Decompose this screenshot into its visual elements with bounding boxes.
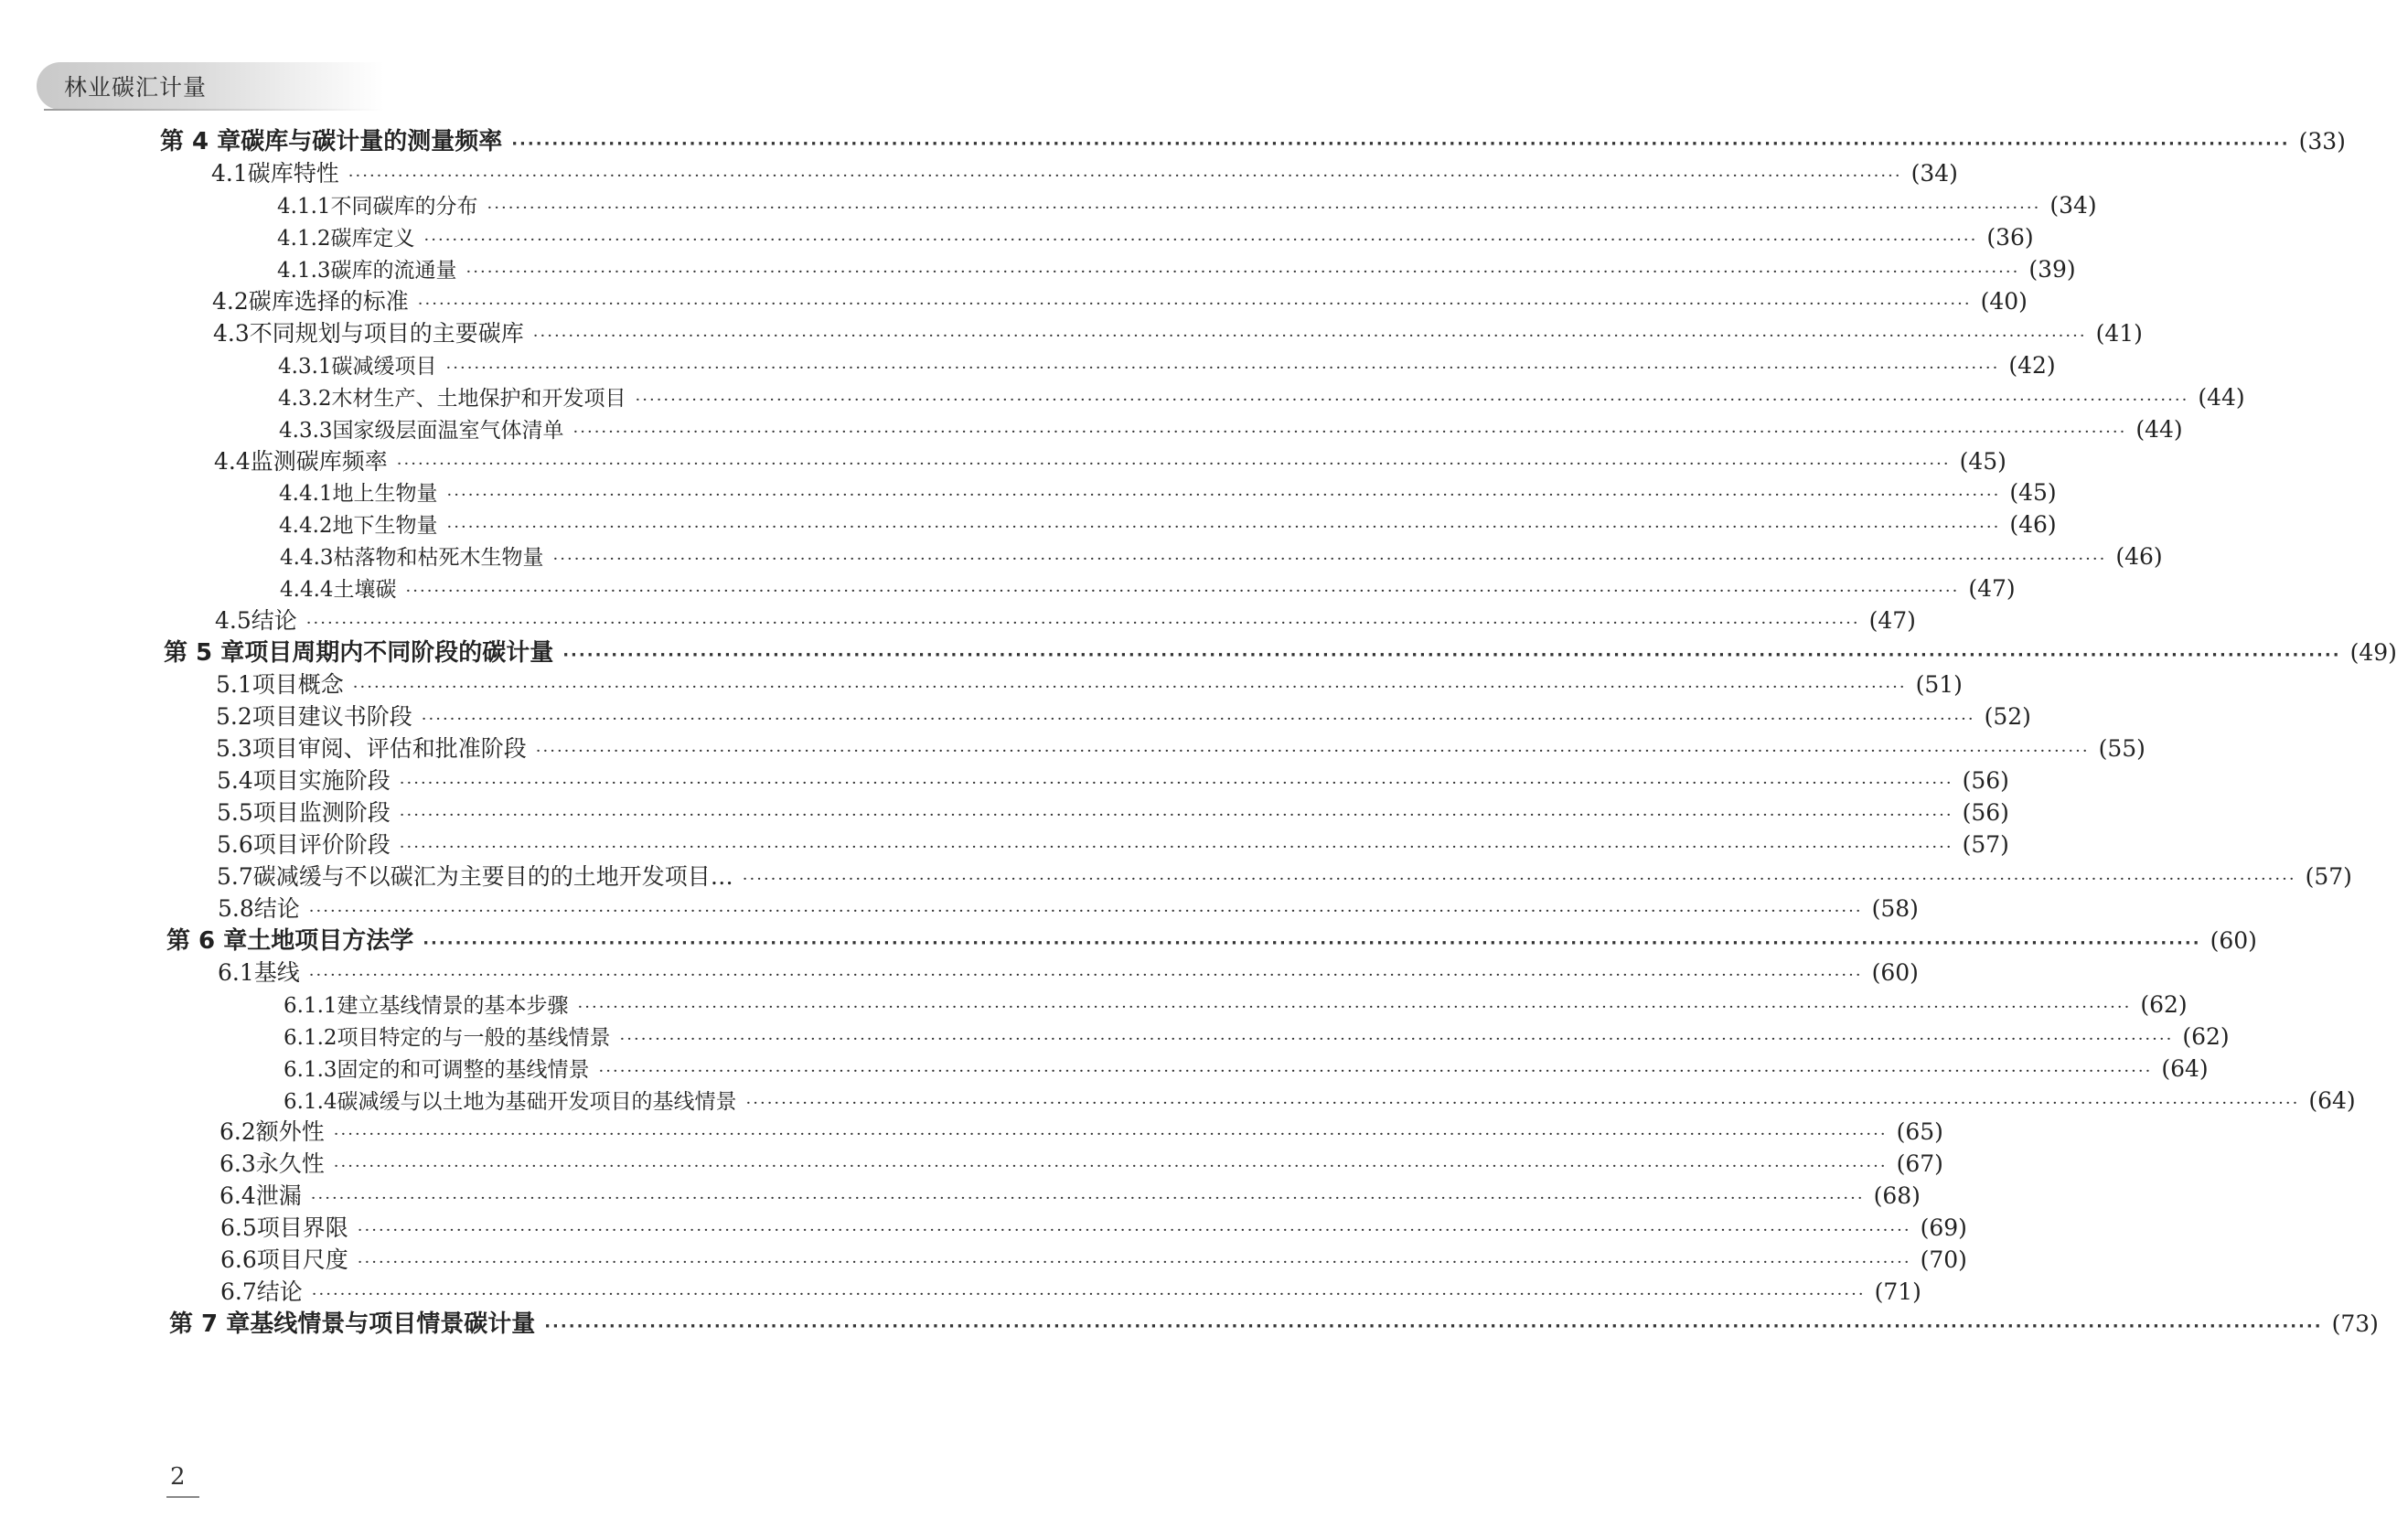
toc-entry-title: 结论 — [256, 1278, 303, 1306]
toc-entry-number: 4.3.1 — [278, 354, 332, 379]
toc-entry-sub — [277, 254, 2076, 285]
toc-entry-title: 项目界限 — [256, 1214, 348, 1242]
toc-entry-title: 地上生物量 — [332, 482, 438, 507]
toc-entry-title: 结论 — [253, 894, 300, 922]
toc-entry-page: (45) — [2009, 479, 2057, 507]
toc-entry-number: 第 5 章 — [164, 639, 245, 668]
toc-entry-page: (62) — [2140, 990, 2188, 1018]
toc-leader-dots: ···························································································································································································································· — [333, 1157, 1888, 1177]
toc-entry-title: 木材生产、土地保护和开发项目 — [331, 386, 626, 411]
toc-leader-dots: ···························································································································································································································· — [311, 1285, 1866, 1305]
toc-leader-dots: ···························································································································································································································· — [552, 550, 2107, 570]
toc-entry-title: 永久性 — [255, 1150, 325, 1178]
toc-leader-dots: ···························································································································································································································· — [308, 965, 1863, 985]
toc-entry-title: 项目建议书阶段 — [251, 703, 412, 731]
toc-entry-section — [216, 733, 2146, 765]
toc-entry-section — [211, 158, 1958, 189]
toc-entry-title: 不同碳库的分布 — [330, 194, 478, 219]
toc-leader-dots: ···························································································································································································································· — [742, 869, 2296, 889]
toc-entry-title: 碳库特性 — [247, 159, 339, 187]
toc-entry-number: 第 4 章 — [160, 128, 241, 155]
toc-entry-title: 碳减缓与以土地为基础开发项目的基线情景 — [337, 1089, 737, 1114]
toc-entry-page: (40) — [1980, 287, 2028, 315]
toc-entry-page: (64) — [2161, 1054, 2209, 1082]
toc-entry-page: (41) — [2095, 319, 2143, 347]
toc-entry-sub — [277, 222, 2034, 253]
toc-entry-number: 4.2 — [212, 287, 249, 315]
toc-entry-page: (39) — [2028, 255, 2076, 283]
toc-entry-page: (52) — [1984, 703, 2031, 731]
toc-leader-dots: ···························································································································································································································· — [511, 134, 2290, 154]
toc-entry-sub — [284, 989, 2188, 1021]
toc-entry-number: 6.7 — [220, 1278, 257, 1306]
toc-entry-page: (46) — [2009, 511, 2057, 539]
toc-entry-title: 国家级层面温室气体清单 — [332, 418, 564, 443]
toc-leader-dots: ···························································································································································································································· — [532, 326, 2087, 346]
toc-entry-page: (36) — [1986, 223, 2034, 251]
toc-leader-dots: ···························································································································································································································· — [417, 294, 1972, 314]
toc-entry-title: 土壤碳 — [333, 578, 397, 603]
toc-entry-page: (69) — [1920, 1214, 1967, 1242]
toc-entry-number: 4.4.1 — [279, 482, 333, 507]
toc-leader-dots: ···························································································································································································································· — [572, 422, 2127, 442]
toc-leader-dots: ···························································································································································································································· — [399, 774, 1953, 793]
toc-entry-number: 4.4.4 — [280, 578, 334, 603]
toc-leader-dots: ···························································································································································································································· — [305, 614, 1860, 634]
toc-leader-dots: ···························································································································································································································· — [635, 390, 2189, 410]
toc-entry-title: 固定的和可调整的基线情景 — [337, 1057, 590, 1082]
toc-leader-dots: ···························································································································································································································· — [446, 518, 2001, 538]
toc-entry-page: (71) — [1874, 1278, 1921, 1306]
toc-entry-page: (42) — [2008, 351, 2056, 379]
toc-entry-page: (62) — [2182, 1022, 2230, 1050]
toc-entry-title: 项目概念 — [251, 671, 344, 699]
toc-entry-number: 6.2 — [219, 1118, 256, 1146]
toc-entry-number: 5.1 — [216, 671, 252, 699]
toc-entry-title: 不同规划与项目的主要碳库 — [249, 319, 524, 347]
toc-entry-page: (34) — [1910, 159, 1958, 187]
toc-leader-dots: ···························································································································································································································· — [446, 486, 2001, 506]
toc-entry-number: 4.1.3 — [277, 258, 331, 283]
toc-entry-page: (68) — [1873, 1182, 1921, 1210]
toc-entry-section — [215, 605, 1916, 636]
toc-entry-section — [219, 1149, 1943, 1180]
toc-entry-sub — [284, 1053, 2209, 1085]
page-number: 2 — [170, 1463, 186, 1491]
toc-entry-sub — [279, 477, 2057, 508]
toc-entry-page: (56) — [1962, 767, 2009, 794]
toc-leader-dots: ···························································································································································································································· — [577, 997, 2132, 1017]
toc-entry-page: (60) — [1871, 958, 1919, 986]
toc-entry-section — [217, 765, 2009, 797]
toc-entry-title: 土地项目方法学 — [247, 926, 414, 955]
toc-entry-number: 6.1.3 — [284, 1057, 337, 1082]
toc-entry-number: 4.1.2 — [277, 226, 331, 251]
toc-entry-number: 第 7 章 — [169, 1310, 251, 1339]
toc-entry-title: 结论 — [251, 607, 297, 635]
toc-entry-title: 碳减缓项目 — [331, 354, 437, 379]
toc-entry-sub — [280, 573, 2016, 604]
toc-entry-number: 5.4 — [217, 767, 253, 794]
toc-entry-number: 6.5 — [220, 1214, 257, 1242]
toc-entry-chapter — [169, 1309, 2379, 1340]
toc-entry-page: (47) — [1868, 607, 1916, 635]
toc-entry-section — [220, 1245, 1967, 1276]
page-number-rule — [166, 1496, 199, 1498]
toc-entry-page: (46) — [2115, 543, 2163, 571]
toc-entry-page: (47) — [1968, 575, 2016, 603]
toc-entry-page: (44) — [2198, 383, 2245, 411]
toc-entry-section — [218, 957, 1919, 989]
toc-entry-page: (44) — [2135, 415, 2183, 443]
toc-entry-sub — [278, 350, 2056, 381]
toc-entry-number: 5.5 — [217, 798, 253, 826]
toc-entry-title: 项目评价阶段 — [252, 830, 391, 858]
toc-entry-section — [220, 1213, 1967, 1244]
toc-entry-title: 地下生物量 — [332, 514, 438, 539]
toc-leader-dots: ···························································································································································································································· — [405, 582, 1960, 602]
toc-leader-dots: ···························································································································································································································· — [487, 198, 2041, 218]
toc-entry-page: (33) — [2298, 128, 2346, 155]
toc-entry-title: 项目特定的与一般的基线情景 — [337, 1025, 611, 1050]
toc-entry-page: (64) — [2308, 1086, 2356, 1114]
toc-leader-dots: ···························································································································································································································· — [465, 262, 2020, 282]
toc-entry-sub — [279, 414, 2183, 445]
toc-entry-page: (65) — [1896, 1118, 1943, 1146]
toc-entry-number: 5.6 — [217, 830, 253, 858]
toc-entry-page: (67) — [1896, 1150, 1943, 1178]
toc-entry-number: 6.6 — [220, 1246, 257, 1274]
toc-entry-chapter — [164, 637, 2397, 668]
toc-entry-number: 4.3 — [213, 319, 250, 347]
toc-leader-dots: ···························································································································································································································· — [396, 454, 1951, 474]
toc-entry-chapter — [166, 925, 2257, 957]
toc-entry-title: 项目周期内不同阶段的碳计量 — [244, 639, 554, 668]
toc-entry-number: 第 6 章 — [166, 926, 248, 955]
toc-entry-section — [216, 701, 2031, 733]
toc-entry-sub — [277, 190, 2097, 221]
book-title: 林业碳汇计量 — [64, 74, 208, 101]
toc-entry-page: (51) — [1915, 671, 1963, 699]
toc-entry-section — [212, 286, 2028, 317]
toc-entry-number: 5.2 — [216, 703, 252, 731]
toc-entry-number: 4.5 — [215, 607, 251, 635]
toc-leader-dots: ···························································································································································································································· — [619, 1029, 2174, 1049]
toc-entry-number: 4.1 — [211, 159, 248, 187]
toc-entry-title: 项目审阅、评估和批准阶段 — [251, 735, 527, 763]
toc-entry-sub — [280, 541, 2163, 572]
toc-entry-section — [219, 1117, 1943, 1148]
toc-entry-page: (55) — [2098, 735, 2146, 763]
toc-leader-dots: ···························································································································································································································· — [310, 1189, 1865, 1209]
toc-entry-chapter — [160, 126, 2346, 157]
toc-entry-section — [213, 318, 2143, 349]
toc-entry-number: 6.3 — [219, 1150, 256, 1178]
toc-entry-number: 4.4 — [214, 447, 251, 475]
toc-entry-page: (70) — [1920, 1246, 1967, 1274]
toc-entry-title: 额外性 — [255, 1118, 325, 1146]
toc-entry-number: 4.3.2 — [278, 386, 332, 411]
toc-leader-dots: ···························································································································································································································· — [333, 1125, 1888, 1145]
toc-entry-number: 5.8 — [218, 894, 254, 922]
toc-entry-title: 基线情景与项目情景碳计量 — [250, 1310, 536, 1339]
toc-entry-title: 监测碳库频率 — [250, 447, 388, 475]
toc-entry-title: 碳减缓与不以碳汇为主要目的的土地开发项目… — [252, 862, 733, 890]
toc-leader-dots: ···························································································································································································································· — [423, 230, 1978, 250]
toc-entry-title: 碳库的流通量 — [330, 258, 457, 283]
toc-leader-dots: ···························································································································································································································· — [357, 1253, 1911, 1273]
toc-leader-dots: ···························································································································································································································· — [421, 710, 1975, 730]
toc-leader-dots: ···························································································································································································································· — [745, 1093, 2300, 1113]
toc-entry-section — [217, 861, 2352, 893]
toc-leader-dots: ···························································································································································································································· — [544, 1317, 2323, 1337]
toc-entry-page: (56) — [1962, 798, 2009, 826]
toc-entry-title: 项目监测阶段 — [252, 798, 391, 826]
toc-entry-sub — [284, 1021, 2230, 1053]
toc-entry-title: 项目实施阶段 — [252, 767, 391, 794]
toc-entry-page: (57) — [1962, 830, 2009, 858]
toc-entry-title: 碳库选择的标准 — [248, 287, 409, 315]
toc-entry-page: (58) — [1871, 894, 1919, 922]
toc-entry-title: 泄漏 — [255, 1182, 302, 1210]
toc-entry-number: 4.1.1 — [277, 194, 331, 219]
toc-entry-number: 4.3.3 — [279, 418, 333, 443]
toc-leader-dots: ···························································································································································································································· — [535, 742, 2090, 762]
toc-entry-number: 6.1 — [218, 958, 254, 986]
toc-entry-section — [218, 893, 1919, 925]
toc-leader-dots: ···························································································································································································································· — [399, 805, 1953, 825]
toc-entry-page: (73) — [2331, 1310, 2379, 1338]
toc-entry-title: 碳库与碳计量的测量频率 — [241, 128, 503, 155]
toc-entry-title: 建立基线情景的基本步骤 — [337, 993, 569, 1018]
toc-entry-number: 4.4.2 — [279, 514, 333, 539]
toc-entry-sub — [279, 509, 2057, 540]
toc-entry-sub — [284, 1085, 2356, 1117]
toc-entry-number: 5.3 — [216, 735, 252, 763]
toc-entry-number: 6.4 — [219, 1182, 256, 1210]
toc-entry-title: 基线 — [253, 958, 300, 986]
toc-leader-dots: ···························································································································································································································· — [348, 166, 1902, 186]
toc-entry-section — [217, 797, 2009, 829]
toc-entry-page: (34) — [2049, 191, 2097, 219]
toc-leader-dots: ···························································································································································································································· — [357, 1221, 1911, 1241]
toc-leader-dots: ···························································································································································································································· — [598, 1061, 2153, 1081]
toc-entry-number: 6.1.4 — [284, 1089, 337, 1114]
toc-entry-title: 枯落物和枯死木生物量 — [333, 546, 544, 571]
toc-entry-number: 4.4.3 — [280, 546, 334, 571]
toc-leader-dots: ···························································································································································································································· — [308, 901, 1863, 921]
toc-entry-sub — [278, 382, 2245, 413]
toc-entry-section — [217, 829, 2009, 861]
toc-entry-section — [220, 1277, 1921, 1308]
toc-entry-number: 6.1.1 — [284, 993, 337, 1018]
toc-entry-section — [216, 669, 1963, 700]
toc-leader-dots: ···························································································································································································································· — [445, 358, 2000, 378]
toc-leader-dots: ···························································································································································································································· — [352, 678, 1907, 698]
toc-entry-number: 6.1.2 — [284, 1025, 337, 1050]
toc-entry-page: (45) — [1959, 447, 2006, 475]
toc-entry-page: (60) — [2210, 926, 2257, 954]
toc-leader-dots: ···························································································································································································································· — [562, 646, 2341, 666]
toc-entry-section — [219, 1181, 1921, 1212]
toc-entry-title: 项目尺度 — [256, 1246, 348, 1274]
toc-leader-dots: ···························································································································································································································· — [423, 933, 2201, 953]
toc-leader-dots: ···························································································································································································································· — [399, 837, 1953, 857]
toc-entry-section — [214, 446, 2006, 477]
toc-entry-number: 5.7 — [217, 862, 253, 890]
toc-entry-page: (49) — [2349, 639, 2397, 667]
toc-entry-title: 碳库定义 — [330, 226, 415, 251]
toc-entry-page: (57) — [2305, 862, 2352, 890]
